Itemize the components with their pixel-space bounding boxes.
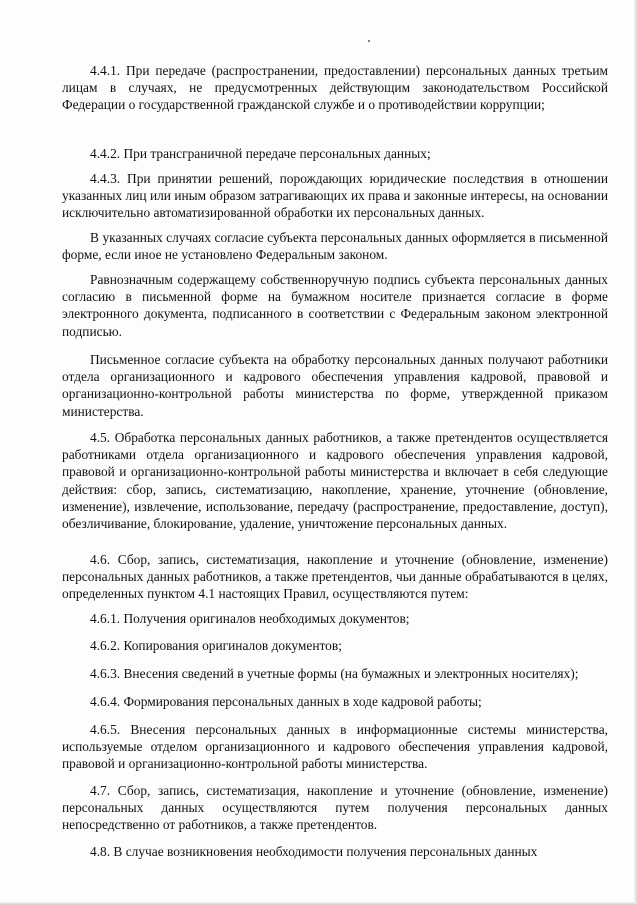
paragraph-4-6-3: 4.6.3. Внесения сведений в учетные формы (на бумажных и электронных носителях); xyxy=(90,666,579,681)
paragraph-4-4-2: 4.4.2. При трансграничной передаче персональных данных; xyxy=(90,146,431,161)
scan-speck xyxy=(368,40,370,42)
paragraph-electronic-document: Равнозначным содержащему собственноручную подпись субъекта персональных данных согласию в письменной форме на бумажном носителе признается согласие в форме электронного документа, подписанного в соответствии с Федеральным законом электронной подписью. xyxy=(62,272,608,339)
paragraph-written-consent: Письменное согласие субъекта на обработку персональных данных получают работники отдела организационного и кадрового обеспечения управления кадровой, правовой и организационно-контрольной работы министерства по форме, утвержденной приказом министерства. xyxy=(62,352,608,419)
paragraph-4-4-1: 4.4.1. При передаче (распространении, предоставлении) персональных данных третьим лицам в случаях, не предусмотренных действующим законодательством Российской Федерации о государственной гражданской службе и о противодействии коррупции; xyxy=(62,63,608,113)
paragraph-4-6-5: 4.6.5. Внесения персональных данных в информационные системы министерства, используемые отделом организационного и кадрового обеспечения управления кадровой, правовой и организационно-контрольной работы министерства. xyxy=(62,722,608,772)
paragraph-4-6-4: 4.6.4. Формирования персональных данных в ходе кадровой работы; xyxy=(90,694,482,709)
paragraph-4-8: 4.8. В случае возникновения необходимости получения персональных данных xyxy=(90,844,538,859)
paragraph-4-4-3: 4.4.3. При принятии решений, порождающих юридические последствия в отношении указанных лиц или иным образом затрагивающих их права и законные интересы, на основании исключительно автоматизированной обработки их персональных данных. xyxy=(62,171,608,221)
paragraph-consent-written-form: В указанных случаях согласие субъекта персональных данных оформляется в письменной форме, если иное не установлено Федеральным законом. xyxy=(62,230,608,263)
paragraph-4-6-1: 4.6.1. Получения оригиналов необходимых документов; xyxy=(90,611,410,626)
paragraph-4-6-2: 4.6.2. Копирования оригиналов документов; xyxy=(90,638,342,653)
paragraph-4-6: 4.6. Сбор, запись, систематизация, накопление и уточнение (обновление, изменение) персональных данных работников, а также претендентов, чьи данные обрабатываются в целях, определенных пунктом 4.1 настоящих Правил, осуществляются путем: xyxy=(62,552,608,602)
paragraph-4-5: 4.5. Обработка персональных данных работников, а также претендентов осуществляется работниками отдела организационного и кадрового обеспечения управления кадровой, правовой и организационно-контрольной работы министерства и включает в себя следующие действия: сбор, запись, систематизацию, накопление, хранение, уточнение (обновление, изменение), извлечение, использование, передачу (распространение, предоставление, доступ), обезличивание, блокирование, удаление, уничтожение персональных данных. xyxy=(62,430,608,532)
paragraph-4-7: 4.7. Сбор, запись, систематизация, накопление и уточнение (обновление, изменение) персональных данных осуществляются путем получения персональных данных непосредственно от работников, а также претендентов. xyxy=(62,783,608,833)
